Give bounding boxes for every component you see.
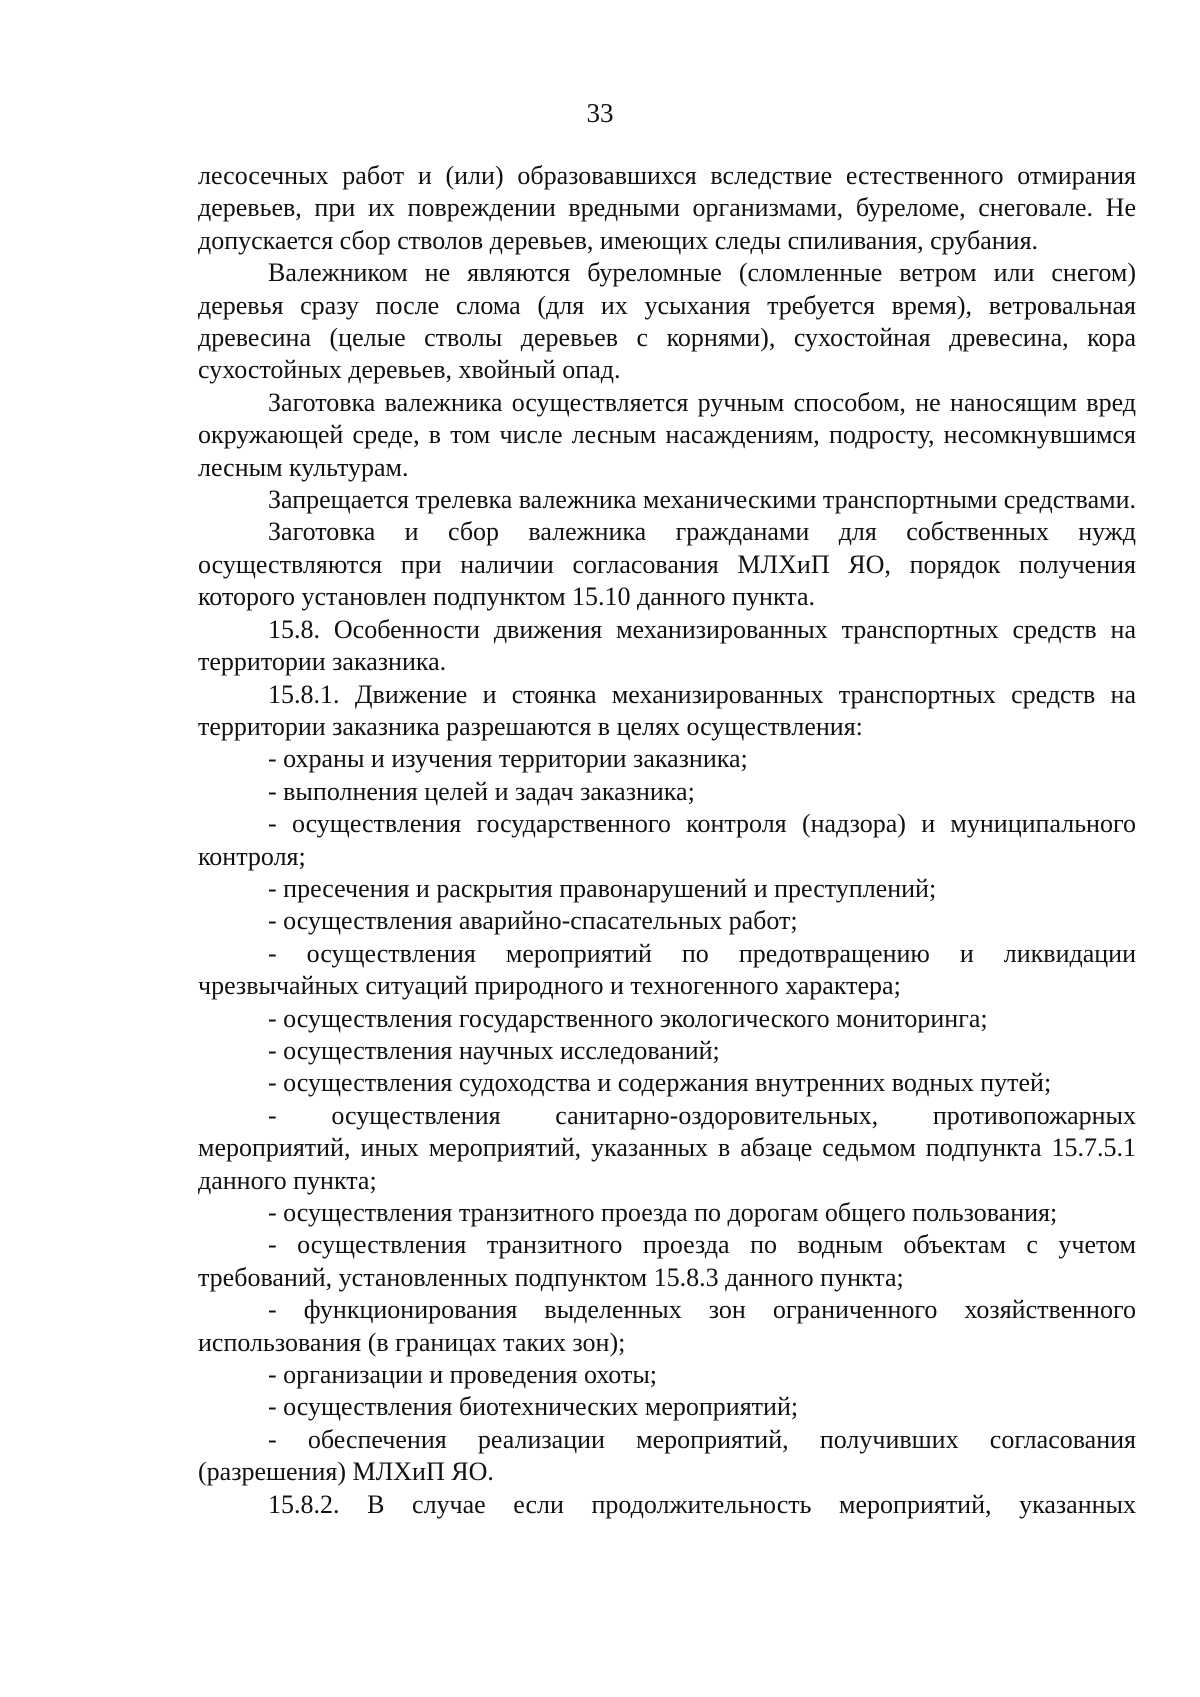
paragraph: - пресечения и раскрытия правонарушений и преступлений;	[268, 873, 937, 903]
paragraph: Заготовка и сбор валежника гражданами для собственных нужд осуществляются при наличии согласования МЛХиП ЯО, порядок получения которого установлен подпунктом 15.10 данного пункта.	[198, 517, 1136, 612]
paragraph: - осуществления государственного контроля (надзора) и муниципального контроля;	[198, 809, 1136, 871]
paragraph: - осуществления мероприятий по предотвращению и ликвидации чрезвычайных ситуаций природного и техногенного характера;	[198, 938, 1136, 1001]
paragraph: 15.8.2. В случае если продолжительность мероприятий, указанных	[268, 1489, 1136, 1519]
paragraph: - осуществления биотехнических мероприятий;	[268, 1392, 799, 1422]
paragraph: Заготовка валежника осуществляется ручным способом, не наносящим вред окружающей среде, в том числе лесным насаждениям, подросту, несомкнувшимся лесным культурам.	[198, 387, 1136, 482]
paragraph: - осуществления транзитного проезда по водным объектам с учетом требований, установленных подпунктом 15.8.3 данного пункта;	[198, 1230, 1136, 1292]
paragraph: - осуществления транзитного проезда по дорогам общего пользования;	[268, 1198, 1058, 1227]
paragraph: - осуществления санитарно-оздоровительных, противопожарных мероприятий, иных мероприятий, указанных в абзаце седьмом подпункта 15.7.5.1 данного пункта;	[198, 1100, 1136, 1195]
paragraph: - осуществления государственного экологического мониторинга;	[268, 1003, 988, 1033]
document-body	[198, 160, 1136, 1521]
paragraph: 15.8.1. Движение и стоянка механизированных транспортных средств на территории заказника разрешаются в целях осуществления:	[198, 679, 1136, 741]
paragraph: 15.8. Особенности движения механизированных транспортных средств на территории заказника.	[198, 614, 1136, 677]
paragraph: - организации и проведения охоты;	[268, 1360, 658, 1390]
paragraph: - осуществления аварийно-спасательных работ;	[268, 906, 798, 936]
paragraph: Валежником не являются буреломные (сломленные ветром или снегом) деревья сразу после слома (для их усыхания требуется время), ветровальная древесина (целые стволы деревьев с корнями), сухостойная древесина, кора сухостойных деревьев, хвойный опад.	[198, 258, 1136, 385]
paragraph: - обеспечения реализации мероприятий, получивших согласования (разрешения) МЛХиП ЯО.	[198, 1424, 1136, 1487]
page-number: 33	[586, 98, 614, 128]
paragraph: - осуществления научных исследований;	[268, 1035, 720, 1065]
paragraph: - охраны и изучения территории заказника;	[268, 744, 748, 774]
paragraph: лесосечных работ и (или) образовавшихся вследствие естественного отмирания деревьев, при их повреждении вредными организмами, буреломе, снеговале. Не допускается сбор стволов деревьев, имеющих следы спиливания, срубания.	[198, 161, 1136, 255]
paragraph: - выполнения целей и задач заказника;	[268, 776, 695, 806]
paragraph: - функционирования выделенных зон ограниченного хозяйственного использования (в границах таких зон);	[198, 1295, 1136, 1357]
paragraph: - осуществления судоходства и содержания внутренних водных путей;	[268, 1068, 1052, 1098]
paragraph: Запрещается трелевка валежника механическими транспортными средствами.	[268, 485, 1136, 515]
